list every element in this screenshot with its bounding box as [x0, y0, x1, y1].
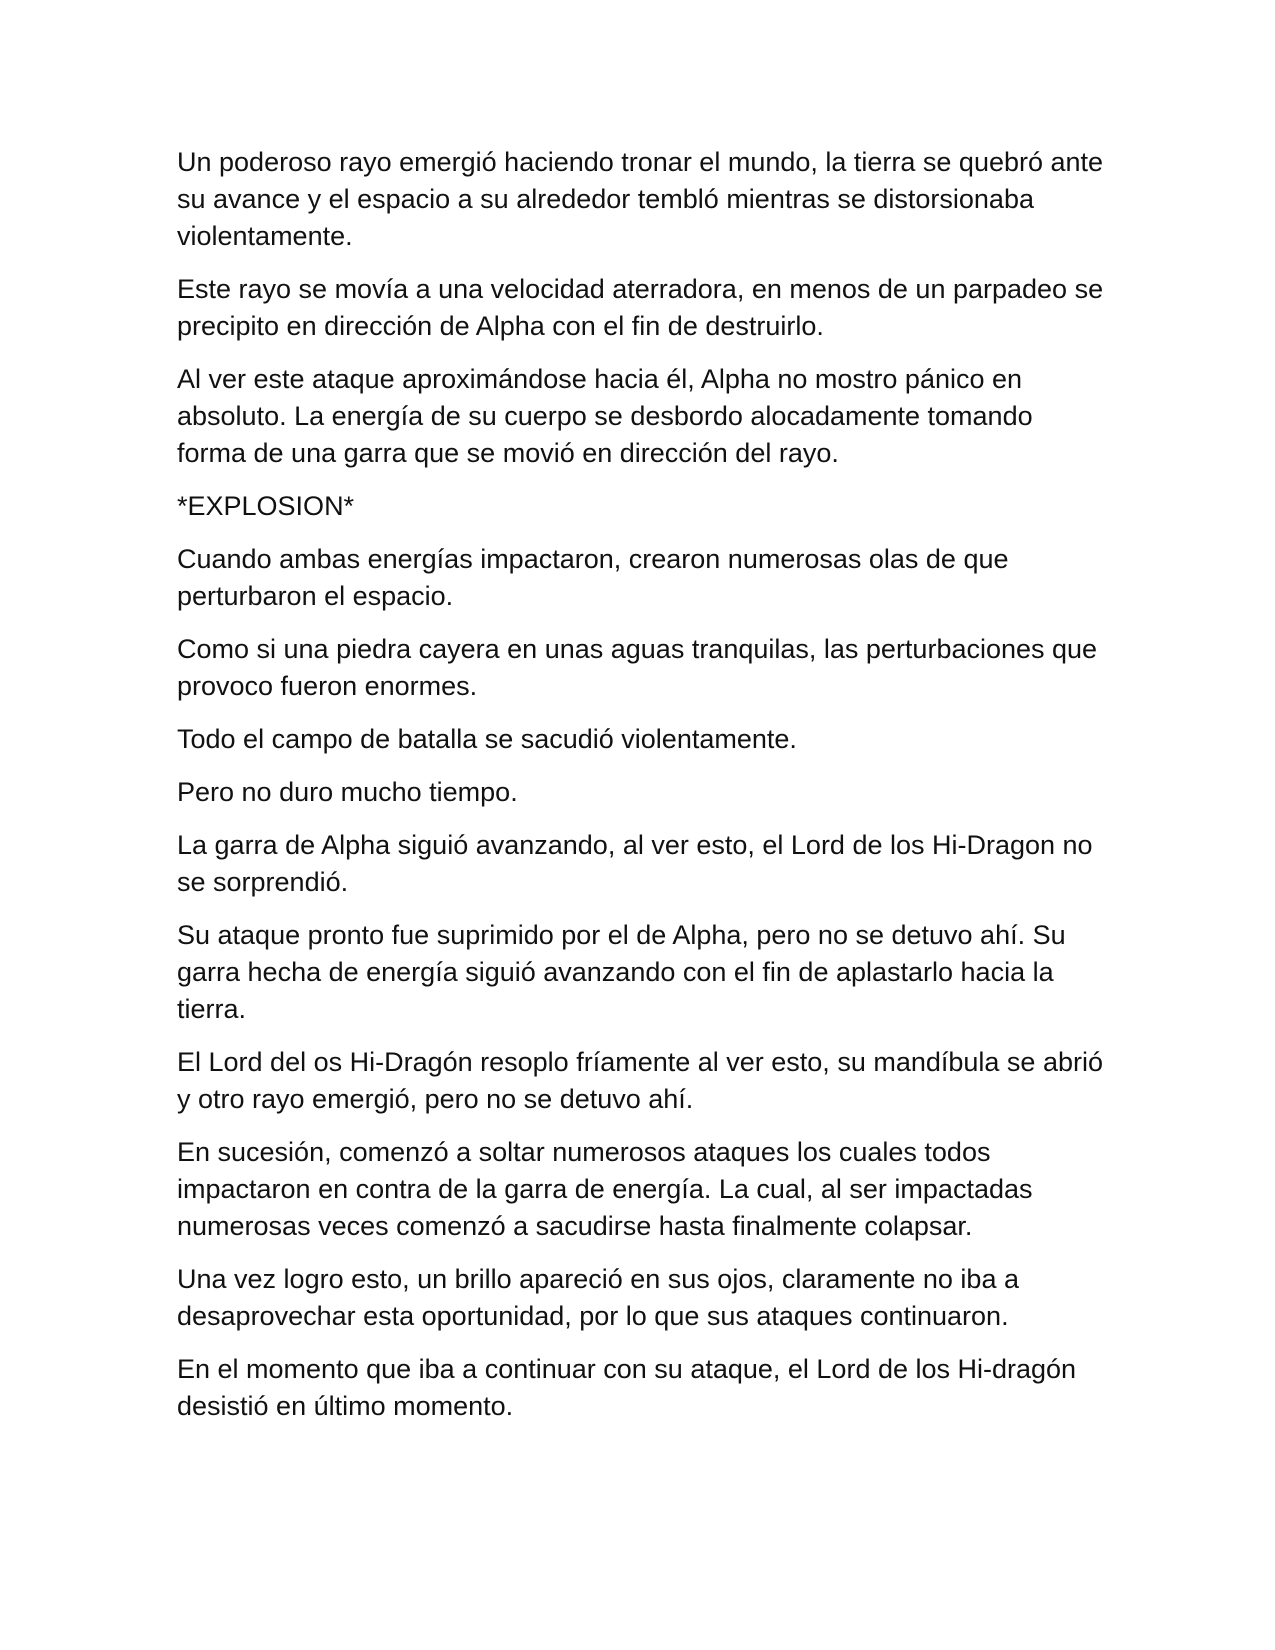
paragraph-4: *EXPLOSION* [177, 491, 355, 521]
paragraph-3: Al ver este ataque aproximándose hacia él, Alpha no mostro pánico en absoluto. La energía de su cuerpo se desbordo alocadamente tomando forma de una garra que se movió en dirección del rayo. [177, 364, 1033, 468]
paragraph-10: Su ataque pronto fue suprimido por el de Alpha, pero no se detuvo ahí. Su garra hecha de energía siguió avanzando con el fin de aplastarlo hacia la tierra. [177, 920, 1066, 1024]
paragraph-8: Pero no duro mucho tiempo. [177, 777, 518, 807]
document-body [177, 144, 1107, 1441]
paragraph-1: Un poderoso rayo emergió haciendo tronar el mundo, la tierra se quebró ante su avance y el espacio a su alrededor tembló mientras se distorsionaba violentamente. [177, 147, 1104, 251]
paragraph-14: En el momento que iba a continuar con su ataque, el Lord de los Hi-dragón desistió en último momento. [177, 1354, 1077, 1421]
paragraph-7: Todo el campo de batalla se sacudió violentamente. [177, 724, 797, 754]
paragraph-12: En sucesión, comenzó a soltar numerosos ataques los cuales todos impactaron en contra de la garra de energía. La cual, al ser impactadas numerosas veces comenzó a sacudirse hasta finalmente colapsar. [177, 1137, 1033, 1241]
paragraph-6: Como si una piedra cayera en unas aguas tranquilas, las perturbaciones que provoco fueron enormes. [177, 634, 1098, 701]
paragraph-11: El Lord del os Hi-Dragón resoplo fríamente al ver esto, su mandíbula se abrió y otro rayo emergió, pero no se detuvo ahí. [177, 1047, 1103, 1114]
paragraph-5: Cuando ambas energías impactaron, crearon numerosas olas de que perturbaron el espacio. [177, 544, 1009, 611]
paragraph-9: La garra de Alpha siguió avanzando, al ver esto, el Lord de los Hi-Dragon no se sorprendió. [177, 830, 1093, 897]
paragraph-2: Este rayo se movía a una velocidad aterradora, en menos de un parpadeo se precipito en dirección de Alpha con el fin de destruirlo. [177, 274, 1104, 341]
paragraph-13: Una vez logro esto, un brillo apareció en sus ojos, claramente no iba a desaprovechar esta oportunidad, por lo que sus ataques continuaron. [177, 1264, 1019, 1331]
